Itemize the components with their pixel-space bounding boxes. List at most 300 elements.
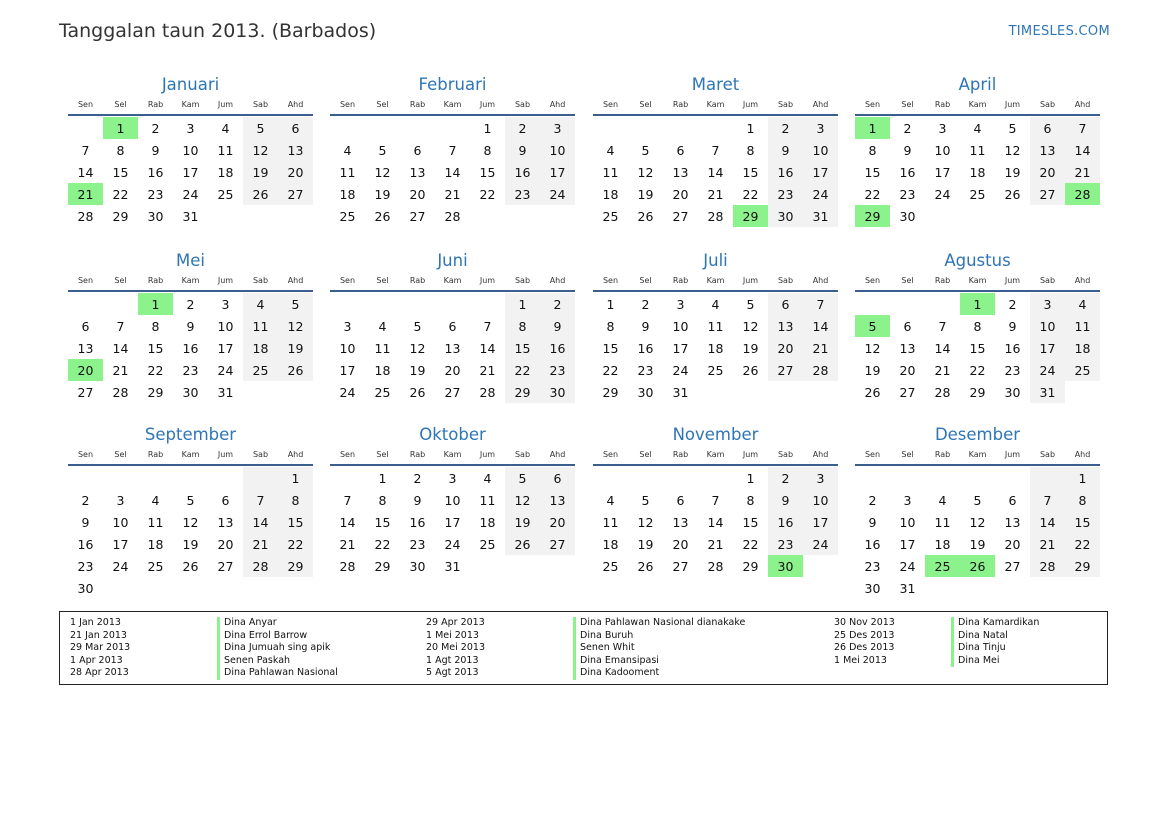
day-cell: 28 bbox=[707, 208, 724, 224]
day-cell: 6 bbox=[540, 467, 575, 489]
day-cell: 17 bbox=[803, 161, 838, 183]
day-cell: 5 bbox=[243, 117, 278, 139]
header-divider bbox=[593, 114, 838, 116]
header-divider bbox=[330, 290, 575, 292]
day-cell: 6 bbox=[1030, 117, 1065, 139]
legend-date: 25 Des 2013 bbox=[834, 629, 895, 641]
month-november bbox=[593, 424, 838, 577]
day-cell: 9 bbox=[903, 142, 912, 158]
weekday-label: Sel bbox=[639, 100, 652, 109]
day-cell: 19 bbox=[969, 536, 986, 552]
day-cell: 15 bbox=[1065, 511, 1100, 533]
weekday-header bbox=[68, 273, 313, 288]
day-cell: 23 bbox=[864, 558, 881, 574]
empty-day-cell bbox=[68, 293, 103, 315]
day-cell: 4 bbox=[151, 492, 160, 508]
day-cell: 15 bbox=[374, 514, 391, 530]
day-cell: 16 bbox=[409, 514, 426, 530]
day-cell: 3 bbox=[343, 318, 352, 334]
holiday-day-cell: 1 bbox=[855, 117, 890, 139]
day-cell: 19 bbox=[1004, 164, 1021, 180]
empty-day-cell bbox=[855, 467, 890, 489]
day-grid bbox=[593, 293, 838, 403]
day-cell: 4 bbox=[343, 142, 352, 158]
weekday-label: Rab bbox=[672, 450, 689, 459]
day-cell: 8 bbox=[973, 318, 982, 334]
day-cell: 24 bbox=[112, 558, 129, 574]
day-cell: 22 bbox=[864, 186, 881, 202]
day-cell: 8 bbox=[483, 142, 492, 158]
holiday-day-cell: 29 bbox=[733, 205, 768, 227]
day-cell: 22 bbox=[969, 362, 986, 378]
day-cell: 26 bbox=[1004, 186, 1021, 202]
day-cell: 6 bbox=[278, 117, 313, 139]
day-cell: 6 bbox=[1008, 492, 1017, 508]
day-cell: 28 bbox=[1030, 555, 1065, 577]
day-cell: 30 bbox=[637, 384, 654, 400]
header-divider bbox=[68, 464, 313, 466]
day-cell: 30 bbox=[864, 580, 881, 596]
month-juli bbox=[593, 250, 838, 403]
weekday-label: Sel bbox=[901, 276, 914, 285]
day-cell: 9 bbox=[768, 489, 803, 511]
day-cell: 16 bbox=[768, 161, 803, 183]
month-juni bbox=[330, 250, 575, 403]
empty-day-cell bbox=[400, 293, 435, 315]
day-cell: 28 bbox=[934, 384, 951, 400]
weekday-label: Jum bbox=[1004, 450, 1021, 459]
empty-day-cell bbox=[960, 467, 995, 489]
empty-day-cell bbox=[173, 467, 208, 489]
month-april bbox=[855, 74, 1100, 227]
day-cell: 8 bbox=[1065, 489, 1100, 511]
day-cell: 2 bbox=[151, 120, 160, 136]
day-cell: 7 bbox=[448, 142, 457, 158]
day-cell: 27 bbox=[1030, 183, 1065, 205]
day-cell: 18 bbox=[602, 186, 619, 202]
holiday-day-cell: 30 bbox=[768, 555, 803, 577]
day-cell: 4 bbox=[606, 142, 615, 158]
day-cell: 24 bbox=[1030, 359, 1065, 381]
header-divider bbox=[855, 114, 1100, 116]
weekday-label: Sab bbox=[1039, 276, 1056, 285]
day-cell: 1 bbox=[746, 470, 755, 486]
day-cell: 18 bbox=[374, 362, 391, 378]
day-cell: 12 bbox=[864, 340, 881, 356]
day-cell: 16 bbox=[1004, 340, 1021, 356]
day-cell: 22 bbox=[278, 533, 313, 555]
day-cell: 7 bbox=[711, 492, 720, 508]
day-cell: 4 bbox=[1065, 293, 1100, 315]
legend-date: 1 Agt 2013 bbox=[426, 654, 479, 666]
day-cell: 2 bbox=[413, 470, 422, 486]
weekday-label: Jum bbox=[479, 450, 496, 459]
day-cell: 4 bbox=[221, 120, 230, 136]
month-title: Mei bbox=[176, 251, 205, 270]
weekday-header bbox=[330, 273, 575, 288]
day-cell: 17 bbox=[444, 514, 461, 530]
day-cell: 20 bbox=[540, 511, 575, 533]
day-cell: 11 bbox=[602, 164, 619, 180]
day-cell: 16 bbox=[899, 164, 916, 180]
empty-day-cell bbox=[628, 117, 663, 139]
day-cell: 1 bbox=[378, 470, 387, 486]
day-cell: 10 bbox=[934, 142, 951, 158]
header-divider bbox=[593, 464, 838, 466]
month-mei bbox=[68, 250, 313, 403]
weekday-label: Ahd bbox=[287, 450, 304, 459]
day-cell: 9 bbox=[151, 142, 160, 158]
day-cell: 24 bbox=[444, 536, 461, 552]
day-cell: 10 bbox=[1030, 315, 1065, 337]
day-cell: 3 bbox=[903, 492, 912, 508]
day-cell: 1 bbox=[483, 120, 492, 136]
day-cell: 25 bbox=[969, 186, 986, 202]
day-cell: 29 bbox=[147, 384, 164, 400]
day-cell: 3 bbox=[221, 296, 230, 312]
month-oktober bbox=[330, 424, 575, 577]
weekday-label: Ahd bbox=[812, 100, 829, 109]
day-cell: 16 bbox=[637, 340, 654, 356]
weekday-label: Rab bbox=[147, 276, 164, 285]
day-cell: 11 bbox=[479, 492, 496, 508]
day-cell: 18 bbox=[969, 164, 986, 180]
month-title: Maret bbox=[691, 75, 740, 94]
empty-day-cell bbox=[330, 293, 365, 315]
day-cell: 23 bbox=[540, 359, 575, 381]
day-cell: 2 bbox=[641, 296, 650, 312]
day-cell: 13 bbox=[1030, 139, 1065, 161]
day-cell: 24 bbox=[182, 186, 199, 202]
day-cell: 3 bbox=[540, 117, 575, 139]
weekday-header bbox=[855, 273, 1100, 288]
day-cell: 7 bbox=[1065, 117, 1100, 139]
weekday-label: Sel bbox=[376, 450, 389, 459]
day-cell: 19 bbox=[742, 340, 759, 356]
day-cell: 14 bbox=[77, 164, 94, 180]
day-grid bbox=[855, 117, 1100, 227]
day-cell: 4 bbox=[483, 470, 492, 486]
day-grid bbox=[68, 117, 313, 227]
day-cell: 7 bbox=[81, 142, 90, 158]
day-cell: 14 bbox=[479, 340, 496, 356]
day-cell: 1 bbox=[278, 467, 313, 489]
holiday-day-cell: 26 bbox=[960, 555, 995, 577]
day-cell: 25 bbox=[339, 208, 356, 224]
day-cell: 25 bbox=[243, 359, 278, 381]
day-cell: 25 bbox=[374, 384, 391, 400]
day-cell: 9 bbox=[505, 139, 540, 161]
day-cell: 19 bbox=[864, 362, 881, 378]
weekday-header bbox=[593, 447, 838, 462]
day-cell: 20 bbox=[1030, 161, 1065, 183]
day-grid bbox=[330, 293, 575, 403]
header-divider bbox=[330, 464, 575, 466]
empty-day-cell bbox=[435, 117, 470, 139]
day-cell: 9 bbox=[81, 514, 90, 530]
day-cell: 22 bbox=[374, 536, 391, 552]
day-cell: 10 bbox=[540, 139, 575, 161]
weekday-label: Sel bbox=[901, 100, 914, 109]
day-cell: 25 bbox=[147, 558, 164, 574]
day-cell: 15 bbox=[602, 340, 619, 356]
empty-day-cell bbox=[435, 293, 470, 315]
empty-day-cell bbox=[925, 293, 960, 315]
legend-date: 30 Nov 2013 bbox=[834, 617, 895, 628]
weekday-header bbox=[855, 447, 1100, 462]
day-cell: 5 bbox=[186, 492, 195, 508]
day-cell: 12 bbox=[243, 139, 278, 161]
day-cell: 25 bbox=[602, 558, 619, 574]
weekday-label: Jum bbox=[217, 276, 234, 285]
empty-day-cell bbox=[470, 293, 505, 315]
day-cell: 11 bbox=[217, 142, 234, 158]
weekday-label: Jum bbox=[742, 276, 759, 285]
day-cell: 28 bbox=[339, 558, 356, 574]
weekday-label: Sen bbox=[339, 100, 356, 109]
day-cell: 11 bbox=[969, 142, 986, 158]
weekday-label: Kam bbox=[181, 450, 200, 459]
weekday-header bbox=[593, 273, 838, 288]
day-cell: 21 bbox=[243, 533, 278, 555]
holiday-day-cell: 21 bbox=[68, 183, 103, 205]
weekday-label: Jum bbox=[742, 450, 759, 459]
day-cell: 26 bbox=[742, 362, 759, 378]
day-cell: 23 bbox=[899, 186, 916, 202]
day-cell: 21 bbox=[444, 186, 461, 202]
month-title: November bbox=[672, 425, 759, 444]
day-cell: 23 bbox=[409, 536, 426, 552]
day-cell: 19 bbox=[374, 186, 391, 202]
legend-date: 26 Des 2013 bbox=[834, 642, 895, 653]
holiday-legend bbox=[59, 611, 1108, 685]
day-cell: 28 bbox=[444, 208, 461, 224]
day-cell: 24 bbox=[217, 362, 234, 378]
weekday-label: Rab bbox=[409, 276, 426, 285]
weekday-label: Jum bbox=[1004, 100, 1021, 109]
weekday-label: Kam bbox=[968, 450, 987, 459]
day-cell: 20 bbox=[217, 536, 234, 552]
day-cell: 3 bbox=[938, 120, 947, 136]
legend-names-col1 bbox=[217, 617, 338, 680]
day-cell: 27 bbox=[672, 558, 689, 574]
day-cell: 26 bbox=[637, 208, 654, 224]
month-januari bbox=[68, 74, 313, 227]
day-cell: 26 bbox=[409, 384, 426, 400]
day-cell: 17 bbox=[540, 161, 575, 183]
weekday-label: Sen bbox=[339, 276, 356, 285]
day-cell: 15 bbox=[278, 511, 313, 533]
weekday-label: Jum bbox=[479, 276, 496, 285]
day-cell: 2 bbox=[540, 293, 575, 315]
day-cell: 8 bbox=[278, 489, 313, 511]
day-cell: 20 bbox=[444, 362, 461, 378]
day-cell: 8 bbox=[868, 142, 877, 158]
day-cell: 31 bbox=[182, 208, 199, 224]
day-grid bbox=[68, 467, 313, 599]
day-cell: 9 bbox=[768, 139, 803, 161]
day-cell: 30 bbox=[1004, 384, 1021, 400]
day-cell: 30 bbox=[182, 384, 199, 400]
day-cell: 31 bbox=[444, 558, 461, 574]
day-cell: 6 bbox=[81, 318, 90, 334]
weekday-label: Sab bbox=[252, 450, 269, 459]
day-cell: 15 bbox=[864, 164, 881, 180]
weekday-label: Rab bbox=[934, 100, 951, 109]
day-cell: 15 bbox=[969, 340, 986, 356]
day-cell: 13 bbox=[899, 340, 916, 356]
day-cell: 8 bbox=[151, 318, 160, 334]
day-cell: 19 bbox=[637, 536, 654, 552]
day-cell: 30 bbox=[899, 208, 916, 224]
day-cell: 18 bbox=[1065, 337, 1100, 359]
day-cell: 28 bbox=[803, 359, 838, 381]
day-cell: 18 bbox=[479, 514, 496, 530]
day-cell: 12 bbox=[278, 315, 313, 337]
weekday-label: Kam bbox=[706, 276, 725, 285]
day-cell: 21 bbox=[803, 337, 838, 359]
empty-day-cell bbox=[628, 467, 663, 489]
day-cell: 6 bbox=[676, 142, 685, 158]
day-cell: 10 bbox=[672, 318, 689, 334]
holiday-day-cell: 1 bbox=[138, 293, 173, 315]
day-cell: 13 bbox=[217, 514, 234, 530]
day-cell: 11 bbox=[602, 514, 619, 530]
day-cell: 21 bbox=[707, 536, 724, 552]
day-cell: 15 bbox=[505, 337, 540, 359]
weekday-label: Sel bbox=[639, 450, 652, 459]
legend-holiday-name: Dina Mei bbox=[958, 654, 1000, 666]
weekday-label: Rab bbox=[934, 450, 951, 459]
day-cell: 7 bbox=[803, 293, 838, 315]
day-cell: 12 bbox=[182, 514, 199, 530]
day-cell: 15 bbox=[147, 340, 164, 356]
day-cell: 24 bbox=[540, 183, 575, 205]
day-cell: 27 bbox=[278, 183, 313, 205]
weekday-label: Sab bbox=[514, 276, 531, 285]
weekday-label: Sen bbox=[77, 450, 94, 459]
day-cell: 3 bbox=[803, 117, 838, 139]
month-title: Juli bbox=[703, 251, 728, 270]
day-cell: 11 bbox=[147, 514, 164, 530]
day-cell: 31 bbox=[1030, 381, 1065, 403]
day-cell: 25 bbox=[479, 536, 496, 552]
weekday-label: Kam bbox=[443, 450, 462, 459]
day-cell: 5 bbox=[641, 142, 650, 158]
day-cell: 25 bbox=[217, 186, 234, 202]
month-title: April bbox=[958, 75, 997, 94]
weekday-label: Kam bbox=[706, 100, 725, 109]
day-cell: 13 bbox=[540, 489, 575, 511]
day-cell: 9 bbox=[413, 492, 422, 508]
day-cell: 29 bbox=[969, 384, 986, 400]
day-cell: 20 bbox=[672, 536, 689, 552]
legend-date: 28 Apr 2013 bbox=[70, 667, 129, 678]
weekday-label: Rab bbox=[672, 276, 689, 285]
weekday-label: Rab bbox=[147, 450, 164, 459]
day-cell: 14 bbox=[707, 514, 724, 530]
day-cell: 15 bbox=[479, 164, 496, 180]
day-cell: 12 bbox=[637, 514, 654, 530]
weekday-label: Rab bbox=[672, 100, 689, 109]
day-cell: 23 bbox=[637, 362, 654, 378]
day-cell: 18 bbox=[217, 164, 234, 180]
day-cell: 5 bbox=[641, 492, 650, 508]
day-cell: 16 bbox=[147, 164, 164, 180]
legend-date: 1 Jan 2013 bbox=[70, 617, 121, 628]
weekday-header bbox=[593, 97, 838, 112]
day-grid bbox=[330, 117, 575, 227]
empty-day-cell bbox=[68, 467, 103, 489]
month-title: Februari bbox=[418, 75, 487, 94]
day-cell: 25 bbox=[1065, 359, 1100, 381]
day-cell: 12 bbox=[637, 164, 654, 180]
site-link[interactable]: TIMESLES.COM bbox=[1008, 24, 1110, 39]
weekday-label: Sab bbox=[252, 100, 269, 109]
day-cell: 28 bbox=[77, 208, 94, 224]
day-cell: 22 bbox=[1065, 533, 1100, 555]
legend-names-col2 bbox=[573, 617, 745, 680]
day-cell: 28 bbox=[243, 555, 278, 577]
weekday-label: Sab bbox=[514, 450, 531, 459]
day-cell: 5 bbox=[413, 318, 422, 334]
holiday-day-cell: 20 bbox=[68, 359, 103, 381]
day-cell: 4 bbox=[973, 120, 982, 136]
day-cell: 9 bbox=[186, 318, 195, 334]
day-cell: 4 bbox=[938, 492, 947, 508]
day-cell: 14 bbox=[112, 340, 129, 356]
weekday-label: Sen bbox=[602, 450, 619, 459]
day-cell: 4 bbox=[711, 296, 720, 312]
day-cell: 8 bbox=[116, 142, 125, 158]
day-cell: 2 bbox=[81, 492, 90, 508]
day-cell: 19 bbox=[409, 362, 426, 378]
day-cell: 16 bbox=[77, 536, 94, 552]
day-cell: 18 bbox=[934, 536, 951, 552]
day-cell: 10 bbox=[339, 340, 356, 356]
empty-day-cell bbox=[103, 293, 138, 315]
day-cell: 14 bbox=[1030, 511, 1065, 533]
weekday-label: Ahd bbox=[549, 100, 566, 109]
day-cell: 22 bbox=[602, 362, 619, 378]
empty-day-cell bbox=[698, 467, 733, 489]
header-divider bbox=[330, 114, 575, 116]
day-cell: 13 bbox=[77, 340, 94, 356]
legend-holiday-name: Dina Errol Barrow bbox=[224, 629, 308, 641]
month-september bbox=[68, 424, 313, 599]
weekday-label: Sel bbox=[901, 450, 914, 459]
day-cell: 10 bbox=[182, 142, 199, 158]
day-cell: 27 bbox=[899, 384, 916, 400]
legend-holiday-name: Senen Whit bbox=[580, 642, 635, 653]
day-cell: 8 bbox=[746, 142, 755, 158]
legend-date: 1 Mei 2013 bbox=[834, 654, 887, 666]
weekday-label: Sen bbox=[339, 450, 356, 459]
legend-holiday-name: Dina Natal bbox=[958, 629, 1008, 641]
weekday-label: Ahd bbox=[287, 100, 304, 109]
month-agustus bbox=[855, 250, 1100, 403]
day-grid bbox=[593, 117, 838, 227]
weekday-label: Ahd bbox=[549, 450, 566, 459]
day-cell: 16 bbox=[505, 161, 540, 183]
day-cell: 11 bbox=[1065, 315, 1100, 337]
empty-day-cell bbox=[68, 117, 103, 139]
day-cell: 21 bbox=[934, 362, 951, 378]
day-cell: 9 bbox=[641, 318, 650, 334]
weekday-label: Kam bbox=[968, 276, 987, 285]
weekday-label: Sel bbox=[376, 276, 389, 285]
day-cell: 1 bbox=[746, 120, 755, 136]
